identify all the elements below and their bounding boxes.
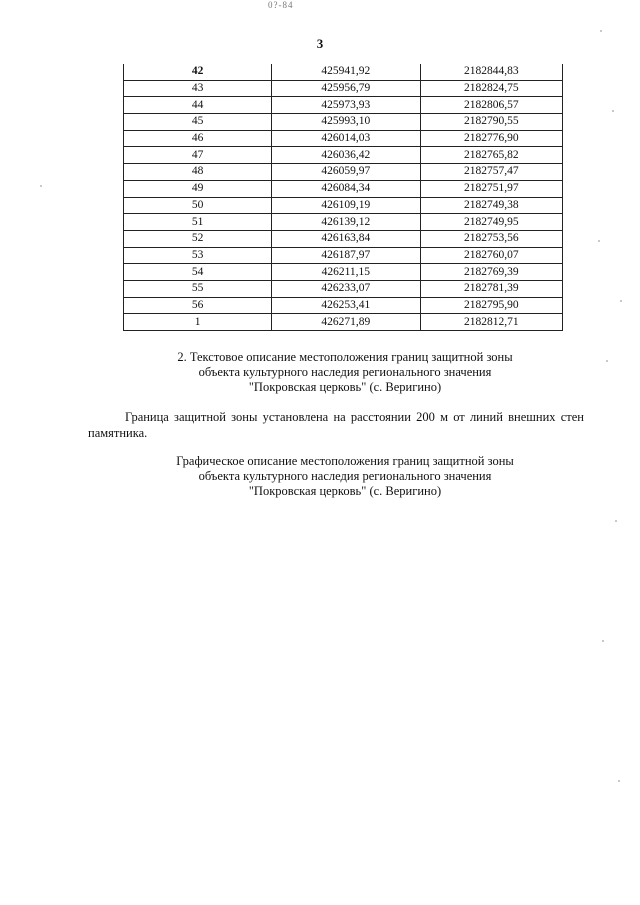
table-row bbox=[124, 280, 563, 297]
table-row bbox=[124, 314, 563, 331]
y-coordinate-cell: 2182749,95 bbox=[420, 214, 562, 231]
x-coordinate-cell: 426253,41 bbox=[272, 297, 420, 314]
y-coordinate-cell: 2182749,38 bbox=[420, 197, 562, 214]
x-coordinate-cell: 426139,12 bbox=[272, 214, 420, 231]
graphic-description-line: объекта культурного наследия регионального значения bbox=[198, 469, 492, 483]
scan-speck bbox=[602, 640, 604, 642]
point-number-cell: 49 bbox=[124, 180, 272, 197]
y-coordinate-cell: 2182844,83 bbox=[420, 64, 562, 80]
x-coordinate-cell: 425941,92 bbox=[272, 64, 420, 80]
y-coordinate-cell: 2182781,39 bbox=[420, 280, 562, 297]
x-coordinate-cell: 426059,97 bbox=[272, 164, 420, 181]
y-coordinate-cell: 2182795,90 bbox=[420, 297, 562, 314]
y-coordinate-cell: 2182769,39 bbox=[420, 264, 562, 281]
point-number-cell: 1 bbox=[124, 314, 272, 331]
point-number-cell: 50 bbox=[124, 197, 272, 214]
text-description-line: объекта культурного наследия регионального значения bbox=[198, 365, 492, 379]
table-row bbox=[124, 297, 563, 314]
point-number-cell: 56 bbox=[124, 297, 272, 314]
y-coordinate-cell: 2182824,75 bbox=[420, 80, 562, 97]
table-row bbox=[124, 214, 563, 231]
y-coordinate-cell: 2182760,07 bbox=[420, 247, 562, 264]
x-coordinate-cell: 426211,15 bbox=[272, 264, 420, 281]
scan-speck bbox=[600, 30, 602, 32]
x-coordinate-cell: 426014,03 bbox=[272, 130, 420, 147]
y-coordinate-cell: 2182751,97 bbox=[420, 180, 562, 197]
coordinates-table bbox=[123, 64, 563, 331]
point-number-cell: 44 bbox=[124, 97, 272, 114]
x-coordinate-cell: 425993,10 bbox=[272, 114, 420, 131]
table-row bbox=[124, 64, 563, 80]
y-coordinate-cell: 2182790,55 bbox=[420, 114, 562, 131]
table-row bbox=[124, 114, 563, 131]
scan-speck bbox=[620, 300, 622, 302]
point-number-cell: 52 bbox=[124, 230, 272, 247]
x-coordinate-cell: 425973,93 bbox=[272, 97, 420, 114]
point-number-cell: 53 bbox=[124, 247, 272, 264]
table-row bbox=[124, 130, 563, 147]
table-row bbox=[124, 264, 563, 281]
point-number-cell: 46 bbox=[124, 130, 272, 147]
scan-speck bbox=[612, 110, 614, 112]
page-number: 3 bbox=[316, 36, 324, 51]
scan-header-mark: 0?-84 bbox=[268, 0, 294, 10]
scan-speck bbox=[615, 520, 617, 522]
y-coordinate-cell: 2182757,47 bbox=[420, 164, 562, 181]
x-coordinate-cell: 425956,79 bbox=[272, 80, 420, 97]
point-number-cell: 51 bbox=[124, 214, 272, 231]
x-coordinate-cell: 426187,97 bbox=[272, 247, 420, 264]
point-number-cell: 48 bbox=[124, 164, 272, 181]
scan-speck bbox=[598, 240, 600, 242]
text-description-line: 2. Текстовое описание местоположения границ защитной зоны bbox=[177, 350, 513, 364]
graphic-description-line: Графическое описание местоположения границ защитной зоны bbox=[176, 454, 514, 468]
point-number-cell: 55 bbox=[124, 280, 272, 297]
x-coordinate-cell: 426271,89 bbox=[272, 314, 420, 331]
x-coordinate-cell: 426084,34 bbox=[272, 180, 420, 197]
point-number-cell: 42 bbox=[124, 64, 272, 80]
graphic-description-line: "Покровская церковь" (с. Веригино) bbox=[248, 484, 442, 498]
y-coordinate-cell: 2182765,82 bbox=[420, 147, 562, 164]
table-row bbox=[124, 164, 563, 181]
point-number-cell: 43 bbox=[124, 80, 272, 97]
table-row bbox=[124, 180, 563, 197]
scan-speck bbox=[606, 360, 608, 362]
x-coordinate-cell: 426036,42 bbox=[272, 147, 420, 164]
text-description-line: "Покровская церковь" (с. Веригино) bbox=[248, 380, 442, 394]
y-coordinate-cell: 2182776,90 bbox=[420, 130, 562, 147]
table-row bbox=[124, 247, 563, 264]
y-coordinate-cell: 2182753,56 bbox=[420, 230, 562, 247]
point-number-cell: 47 bbox=[124, 147, 272, 164]
graphic-description-heading bbox=[0, 454, 640, 499]
table-row bbox=[124, 230, 563, 247]
x-coordinate-cell: 426233,07 bbox=[272, 280, 420, 297]
x-coordinate-cell: 426109,19 bbox=[272, 197, 420, 214]
x-coordinate-cell: 426163,84 bbox=[272, 230, 420, 247]
y-coordinate-cell: 2182806,57 bbox=[420, 97, 562, 114]
coordinates-table-body bbox=[124, 64, 563, 331]
table-row bbox=[124, 80, 563, 97]
boundary-paragraph-line: Граница защитной зоны установлена на расстоянии 200 м от линий внешних стен bbox=[125, 410, 584, 424]
boundary-paragraph-line: памятника. bbox=[88, 426, 148, 440]
point-number-cell: 45 bbox=[124, 114, 272, 131]
text-description-heading bbox=[0, 350, 640, 395]
scan-speck bbox=[618, 780, 620, 782]
point-number-cell: 54 bbox=[124, 264, 272, 281]
scan-speck bbox=[40, 185, 42, 187]
y-coordinate-cell: 2182812,71 bbox=[420, 314, 562, 331]
table-row bbox=[124, 197, 563, 214]
table-row bbox=[124, 97, 563, 114]
boundary-paragraph bbox=[88, 409, 584, 441]
table-row bbox=[124, 147, 563, 164]
